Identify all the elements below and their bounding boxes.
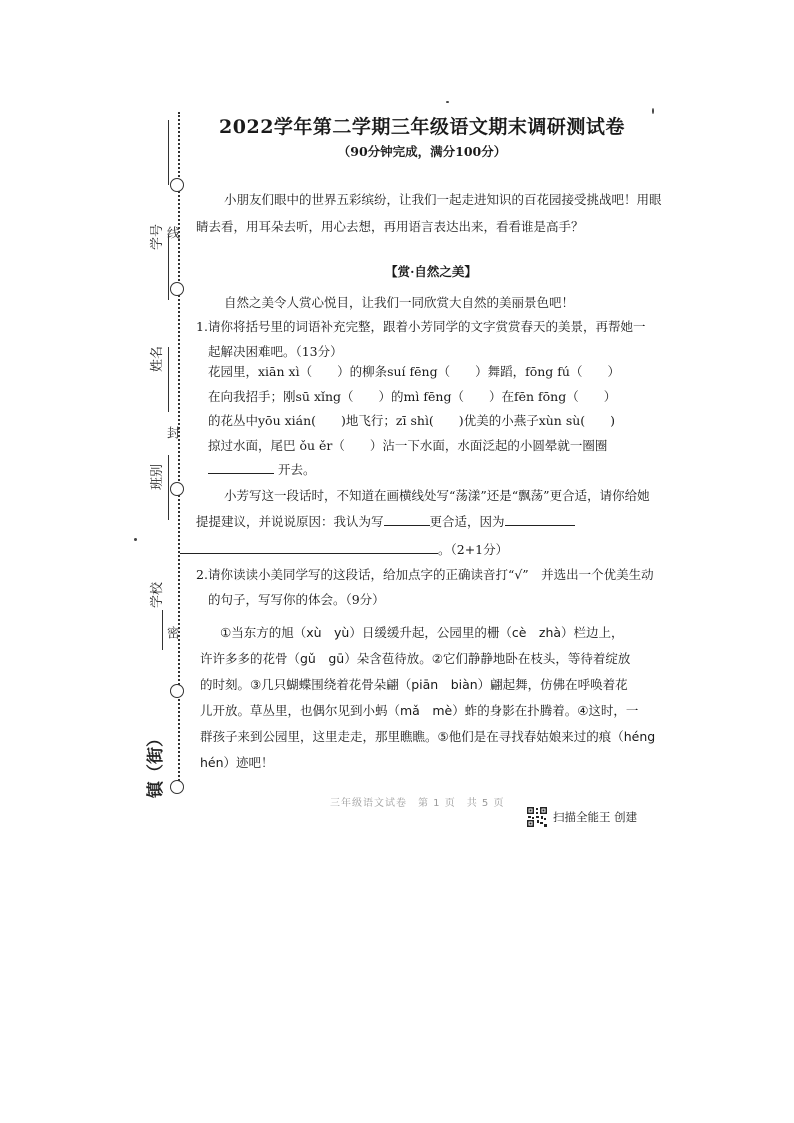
passage-line: 在向我招手；刚sū xǐng（ ）的mì fēng（ ）在fēn fōng（ ） [208,388,617,404]
label-class: 班别 [150,463,165,490]
scanner-text: 扫描全能王 创建 [553,810,638,824]
binding-hole-circle [170,780,184,794]
binding-hole-circle [170,684,184,698]
question-1-number: 1. [196,319,208,334]
scan-speck [446,101,449,103]
passage-line: hén）迹吧！ [200,755,274,770]
passage-line: 掠过水面，尾巴 ǒu ěr（ ）沾一下水面，水面泛起的小圆晕就一圈圈 [208,437,608,453]
question-2-passage [200,620,660,776]
seal-word-seal: 封 [164,426,179,441]
school-fill-line [168,455,169,520]
passage-line: 儿开放。草丛里，也偶尔见到小蚂（mǎ mè）蚱的身影在扑腾着。④这时，一 [200,703,639,718]
passage-line: 的花丛中yōu xián( )地飞行；zī shì( )优美的小燕子xùn sù( ) [208,413,616,428]
question-1 [196,314,656,364]
question-1-reason-line [180,537,650,562]
section-lead: 自然之美令人赏心悦目，让我们一同欣赏大自然的美丽景色吧！ [224,295,575,310]
name-fill-line [168,235,169,300]
label-student-id: 学号 [150,223,165,250]
scan-speck [652,108,654,114]
binding-hole-circle [170,282,184,296]
town-fill-line [162,610,163,650]
question-1-passage [208,360,658,483]
passage-line: ①当东方的旭（xù yù）日缓缓升起，公园里的栅（cè zhà）栏边上， [220,625,624,640]
question-2-number: 2. [196,567,208,582]
exam-title: 2022学年第二学期三年级语文期末调研测试卷 [219,116,625,138]
qr-code-icon [526,806,548,828]
passage-line: 的时刻。③几只蝴蝶围绕着花骨朵翩（piān biàn）翩起舞，仿佛在呼唤着花 [200,677,628,692]
question-1-prompt: 请你将括号里的词语补充完整，跟着小芳同学的文字赏赏春天的美景，再帮她一起解决困难吧。（13分） [207,319,646,359]
scanner-watermark [526,806,637,828]
binding-margin [160,100,200,800]
class-fill-line [168,347,169,412]
question-2-prompt: 请你读读小美同学写的这段话，给加点字的正确读音打“√” 并选出一个优美生动的句子，写写你的体会。（9分） [207,567,654,607]
binding-hole-circle [170,178,184,192]
student-id-fill-line [168,120,169,185]
label-town: 镇（街） [146,730,166,798]
answer-blank-reason-cont[interactable] [180,539,438,554]
section-heading: 【赏·自然之美】 [385,264,477,279]
binding-hole-circle [170,482,184,496]
followup-text-1: 小芳写这一段话时，不知道在画横线处写“荡漾”还是“飘荡”更合适，请你给她提提建议，并说说原因：我认为写 [196,488,650,529]
scan-speck [134,538,137,541]
label-school: 学校 [150,581,165,608]
passage-line: 群孩子来到公园里，这里走走，那里瞧瞧。⑤他们是在寻找春姑娘来过的痕（héng [200,729,656,744]
intro-paragraph: 小朋友们眼中的世界五彩缤纷，让我们一起走进知识的百花园接受挑战吧！用眼睛去看，用耳朵去听，用心去想，再用语言表达出来，看看谁是高手？ [196,192,662,234]
passage-line-last: 开去。 [208,458,658,483]
followup-text-2: 更合适，因为 [429,514,505,529]
seal-word-secret: 密 [164,626,179,641]
question-1-score: 。（2+1分） [438,542,509,557]
passage-line: 许许多多的花骨（gǔ gū）朵含苞待放。②它们静静地卧在枝头，等待着绽放 [200,651,631,666]
seal-word-line: 线 [164,226,179,241]
answer-blank-word[interactable] [384,511,430,526]
question-2 [196,562,656,612]
answer-blank-reason[interactable] [505,511,575,526]
label-name: 姓名 [150,345,165,372]
underline-blank[interactable] [208,459,274,474]
page-footer: 三年级语文试卷 第 1 页 共 5 页 [330,798,505,809]
passage-line: 花园里，xiān xì（ ）的柳条suí fēng（ ）舞蹈，fōng fú（ ） [208,364,620,379]
question-1-followup [196,483,652,535]
exam-subtitle: （90分钟完成，满分100分） [337,144,507,159]
